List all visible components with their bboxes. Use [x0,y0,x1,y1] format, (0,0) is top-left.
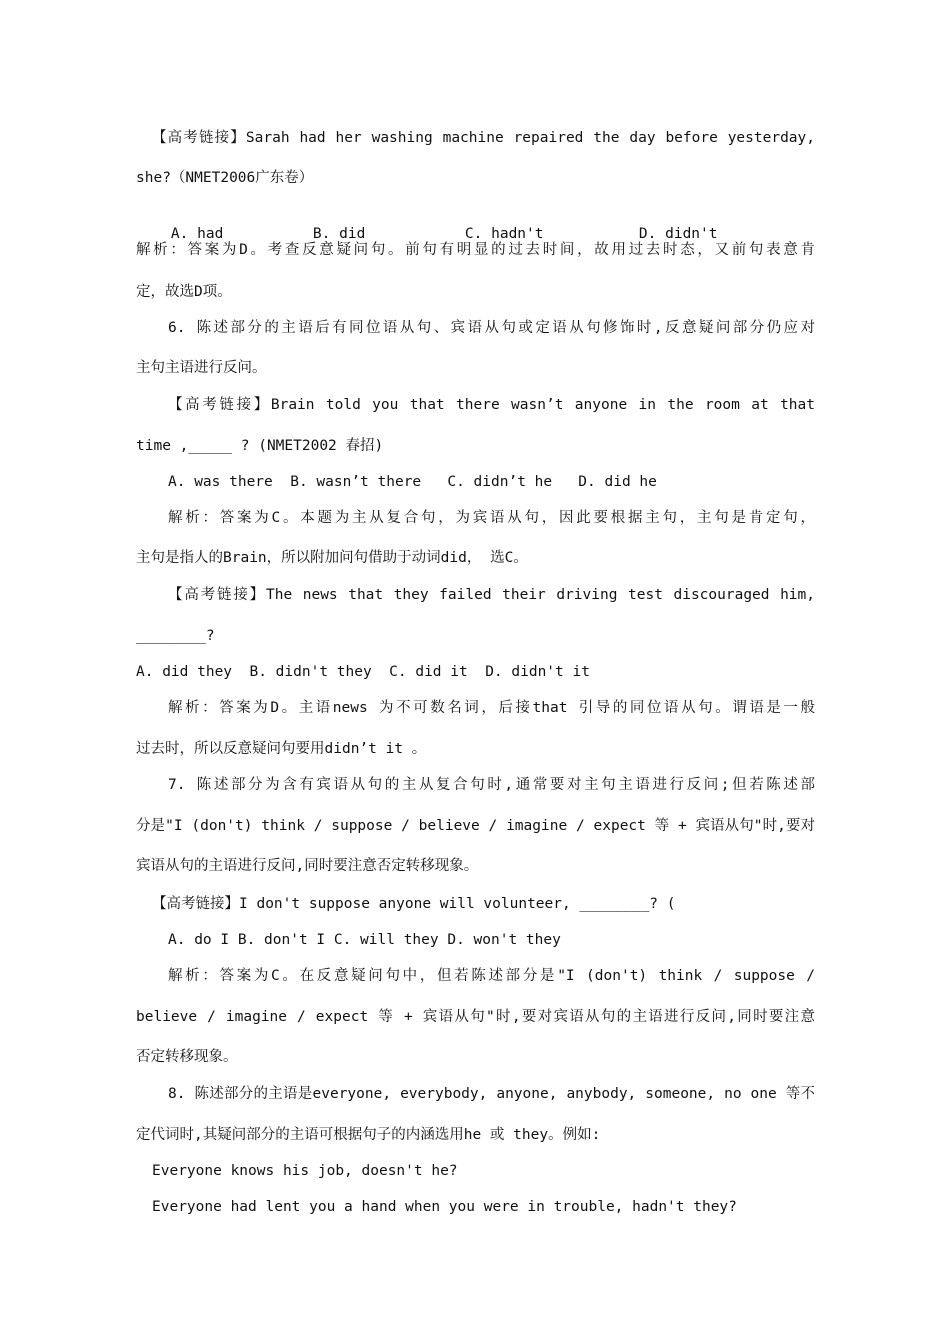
q4-analysis-line2: believe / imagine / expect 等 + 宾语从句"时,要对宾语从句的主语进行反问,同时要注意 [136,1009,815,1025]
rule8-line2: 定代词时,其疑问部分的主语可根据句子的内涵选用he 或 they。例如: [136,1127,601,1143]
q1-analysis-line2: 定，故选D项。 [136,284,232,300]
q2-options: A. was there B. wasn’t there C. didn’t he D. did he [168,474,657,490]
rule6-line2: 主句主语进行反问。 [136,360,267,376]
rule7-line3: 宾语从句的主语进行反问,同时要注意否定转移现象。 [136,858,479,874]
q3-prompt-line2: ________? [136,628,215,644]
q3-analysis-line2: 过去时，所以反意疑问句要用didn’t it 。 [136,741,427,757]
rule7-line1: 7. 陈述部分为含有宾语从句的主从复合句时,通常要对主句主语进行反问;但若陈述部 [168,777,815,793]
q4-analysis-line1: 解析：答案为C。在反意疑问句中，但若陈述部分是"I (don't) think / suppose / [168,968,815,984]
q2-prompt-line2: time ,_____ ? (NMET2002 春招) [136,438,384,454]
q4-prompt: 【高考链接】I don't suppose anyone will volunteer, ________? ( [152,896,676,912]
q1-analysis-line1: 解析：答案为D。考查反意疑问句。前句有明显的过去时间，故用过去时态，又前句表意肯 [136,242,815,258]
q2-analysis-line1: 解析：答案为C。本题为主从复合句，为宾语从句，因此要根据主句，主句是肯定句， [168,510,815,526]
q1-option-c: C. hadn't [464,226,544,242]
rule8-line1: 8. 陈述部分的主语是everyone, everybody, anyone, anybody, someone, no one 等不 [168,1086,815,1102]
rule8-example1: Everyone knows his job, doesn't he? [152,1163,458,1179]
q4-analysis-line3: 否定转移现象。 [136,1049,238,1065]
q1-option-a: A. had [170,226,224,242]
q3-options: A. did they B. didn't they C. did it D. didn't it [136,664,590,680]
q3-analysis-line1: 解析：答案为D。主语news 为不可数名词，后接that 引导的同位语从句。谓语是一般 [168,700,815,716]
q4-options: A. do I B. don't I C. will they D. won't they [168,932,561,948]
q1-option-d: D. didn't [638,226,718,242]
q1-prompt-line1: 【高考链接】Sarah had her washing machine repaired the day before yesterday, [152,130,815,146]
q1-options [136,204,815,242]
q2-analysis-line2: 主句是指人的Brain，所以附加问句借助于动词did， 选C。 [136,550,528,566]
q3-prompt-line1: 【高考链接】The news that they failed their driving test discouraged him, [168,587,815,603]
q1-option-b: B. did [312,226,366,242]
rule6-line1: 6. 陈述部分的主语后有同位语从句、宾语从句或定语从句修饰时,反意疑问部分仍应对 [168,320,815,336]
rule8-example2: Everyone had lent you a hand when you were in trouble, hadn't they? [152,1199,737,1215]
q1-prompt-line2: she?（NMET2006广东卷） [136,170,314,186]
q2-prompt-line1: 【高考链接】Brain told you that there wasn’t anyone in the room at that [168,397,815,413]
rule7-line2: 分是"I (don't) think / suppose / believe / imagine / expect 等 + 宾语从句"时,要对 [136,818,815,834]
